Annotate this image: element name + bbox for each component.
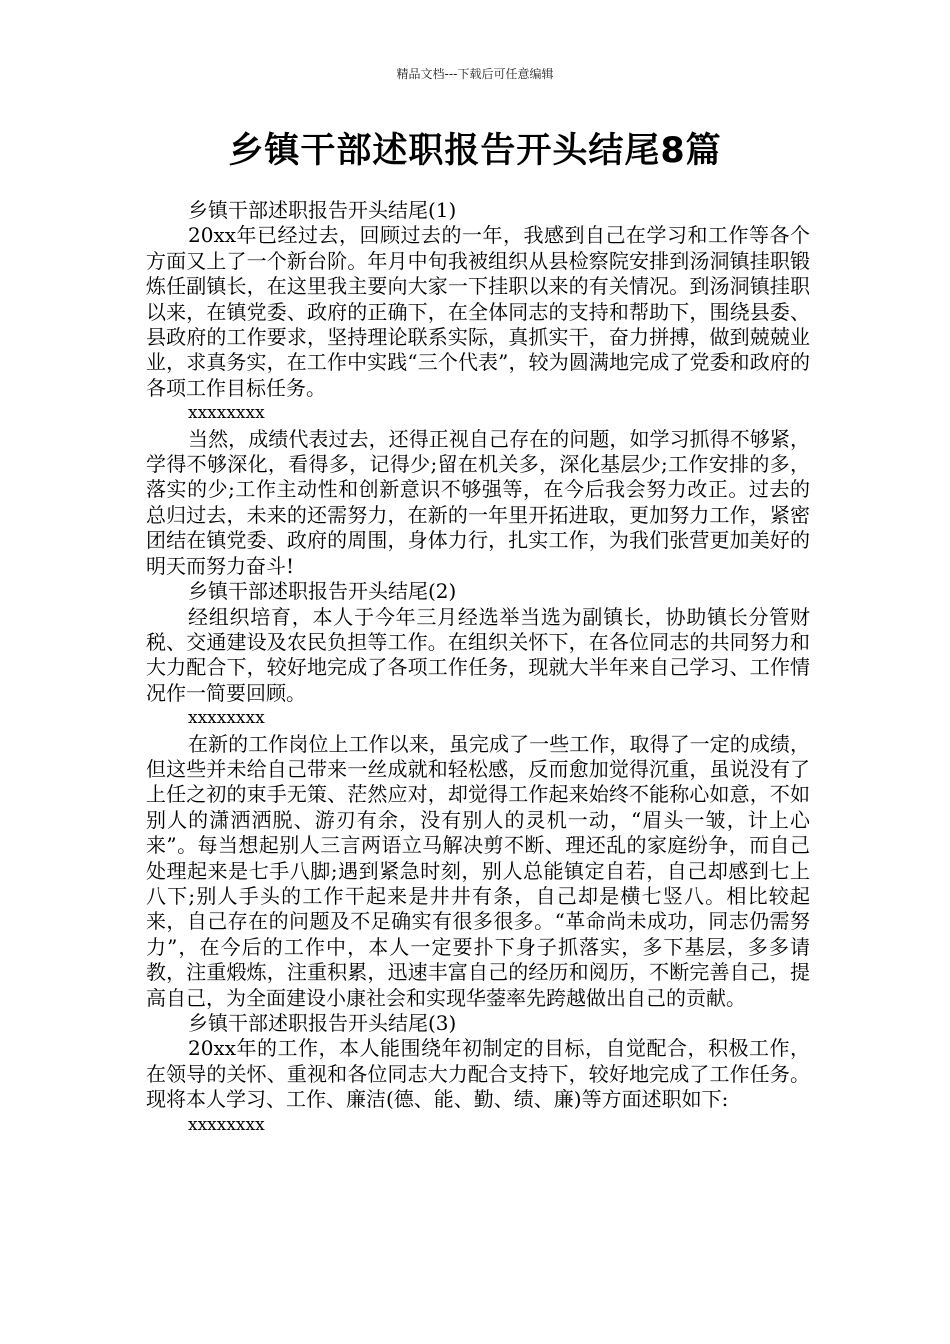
- paragraph: 20xx年的工作，本人能围绕年初制定的目标，自觉配合，积极工作，在领导的关怀、重视和各位同志大力配合支持下，较好地完成了工作任务。现将本人学习、工作、廉洁(德、能、勤、绩、廉)等方面述职如下:: [146, 1036, 810, 1112]
- separator-text: xxxxxxxx: [188, 403, 265, 424]
- page-title: 乡镇干部述职报告开头结尾8篇: [228, 131, 722, 171]
- header-note: 精品文档---下载后可任意编辑: [396, 67, 554, 81]
- paragraph: 在新的工作岗位上工作以来，虽完成了一些工作，取得了一定的成绩，但这些并未给自己带来一丝成就和轻松感，反而愈加觉得沉重，虽说没有了上任之初的束手无策、茫然应对，却觉得工作起来始终不能称心如意，不如别人的潇洒洒脱、游刃有余，没有别人的灵机一动，“眉头一皱，计上心来”。每当想起别人三言两语立马解决剪不断、理还乱的家庭纷争，而自己处理起来是七手八脚;遇到紧急时刻，别人总能镇定自若，自己却感到七上八下;别人手头的工作干起来是井井有条，自己却是横七竖八。相比较起来，自己存在的问题及不足确实有很多很多。“革命尚未成功，同志仍需努力”，在今后的工作中，本人一定要扑下身子抓落实，多下基层，多多请教，注重煅炼，注重积累，迅速丰富自己的经历和阅历，不断完善自己，提高自己，为全面建设小康社会和实现华蓥率先跨越做出自己的贡献。: [146, 731, 810, 1010]
- separator-text: xxxxxxxx: [188, 1114, 265, 1135]
- paragraph: 当然，成绩代表过去，还得正视自己存在的问题，如学习抓得不够紧，学得不够深化，看得多，记得少;留在机关多，深化基层少;工作安排的多，落实的少;工作主动性和创新意识不够强等，在今后我会努力改正。过去的总归过去，未来的还需努力，在新的一年里开拓进取，更加努力工作，紧密团结在镇党委、政府的周围，身体力行，扎实工作，为我们张营更加美好的明天而努力奋斗!: [146, 426, 810, 578]
- section-subtitle: 乡镇干部述职报告开头结尾(1): [188, 198, 457, 222]
- paragraph: 20xx年已经过去，回顾过去的一年，我感到自己在学习和工作等各个方面又上了一个新台阶。年月中旬我被组织从县检察院安排到汤洞镇挂职锻炼任副镇长，在这里我主要向大家一下挂职以来的有关情况。到汤洞镇挂职以来，在镇党委、政府的正确下，在全体同志的支持和帮助下，围绕县委、县政府的工作要求，坚持理论联系实际，真抓实干，奋力拼搏，做到兢兢业业，求真务实，在工作中实践“三个代表”，较为圆满地完成了党委和政府的各项工作目标任务。: [146, 223, 810, 400]
- document-body: [146, 198, 810, 1138]
- section-subtitle: 乡镇干部述职报告开头结尾(2): [188, 579, 457, 604]
- separator-text: xxxxxxxx: [188, 708, 265, 729]
- section-subtitle: 乡镇干部述职报告开头结尾(3): [188, 1011, 457, 1035]
- paragraph: 经组织培育，本人于今年三月经选举当选为副镇长，协助镇长分管财税、交通建设及农民负担等工作。在组织关怀下，在各位同志的共同努力和大力配合下，较好地完成了各项工作任务，现就大半年来自己学习、工作情况作一简要回顾。: [146, 604, 810, 705]
